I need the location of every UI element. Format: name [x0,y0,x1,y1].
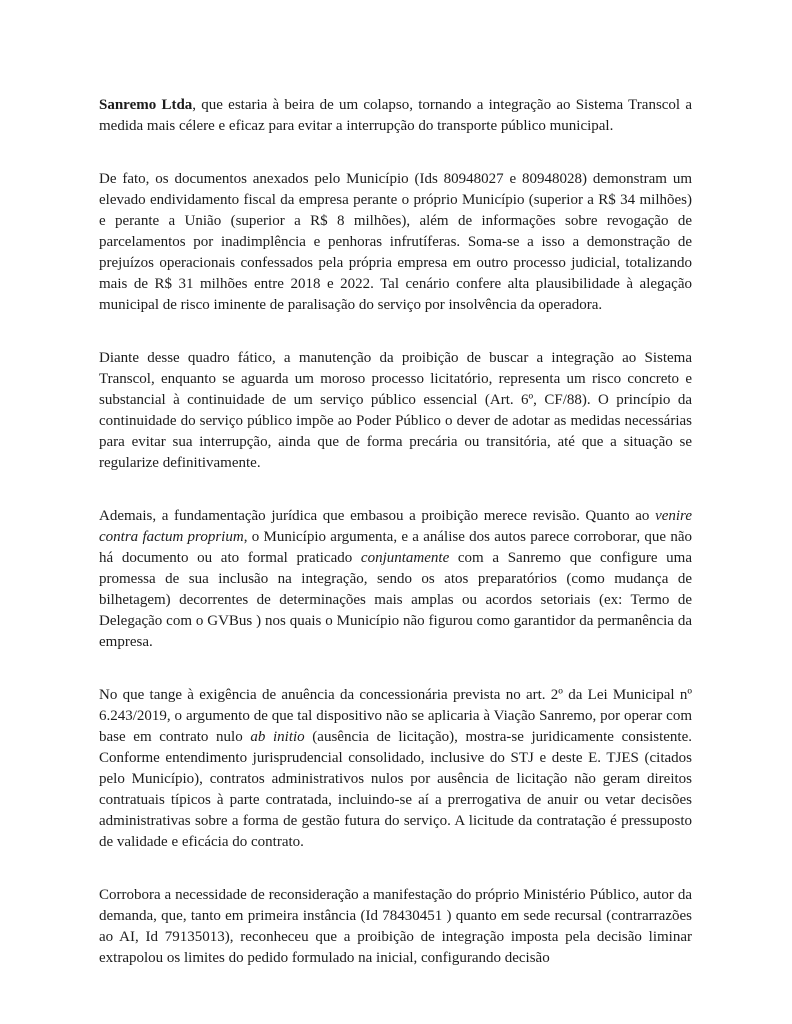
text-run: No que tange à exigência de anuência da concessionária prevista no art. 2º da Lei Municipal nº 6.243/2019, o argumento de que tal dispositivo não se aplicaria à Viação Sanremo, por operar com base em contrato nulo [99,687,692,745]
text-run: De fato, os documentos anexados pelo Município (Ids 80948027 e 80948028) demonstram um elevado endividamento fiscal da empresa perante o próprio Município (superior a R$ 34 milhões) e perante a União (superior a R$ 8 milhões), além de informações sobre revogação de parcelamentos por inadimplência e penhoras infrutíferas. Soma-se a isso a demonstração de prejuízos operacionais confessados pela própria empresa em outro processo judicial, totalizando mais de R$ 31 milhões entre 2018 e 2022. Tal cenário confere alta plausibilidade à alegação municipal de risco iminente de paralisação do serviço por insolvência da operadora. [99,171,692,313]
paragraph-venire-contra-factum [99,506,692,653]
text-run: (ausência de licitação), mostra-se juridicamente consistente. Conforme entendimento jurisprudencial consolidado, inclusive do STJ e deste E. TJES (citados pelo Município), contratos administrativos nulos por ausência de licitação não geram direitos contratuais típicos à parte contratada, incluindo-se aí a prerrogativa de anuir ou vetar decisões administrativas sobre a forma de gestão futura do serviço. A licitude da contratação é pressuposto de validade e eficácia do contrato. [99,729,692,850]
text-run: Diante desse quadro fático, a manutenção da proibição de buscar a integração ao Sistema Transcol, enquanto se aguarda um moroso processo licitatório, representa um risco concreto e substancial à continuidade de um serviço público essencial (Art. 6º, CF/88). O princípio da continuidade do serviço público impõe ao Poder Público o dever de adotar as medidas necessárias para evitar sua interrupção, ainda que de forma precária ou transitória, até que a situação se regularize definitivamente. [99,350,692,471]
paragraph-sanremo-colapso [99,95,692,137]
text-run: Corrobora a necessidade de reconsideração a manifestação do próprio Ministério Público, autor da demanda, que, tanto em primeira instância (Id 78430451 ) quanto em sede recursal (contrarrazões ao AI, Id 79135013), reconheceu que a proibição de integração imposta pela decisão liminar extrapolou os limites do pedido formulado na inicial, configurando decisão [99,887,692,966]
paragraph-endividamento-fiscal [99,169,692,316]
paragraph-ministerio-publico [99,885,692,969]
paragraph-lei-municipal [99,685,692,853]
text-run: venire contra factum proprium [99,508,692,545]
text-run: conjuntamente [360,550,450,566]
text-run: Sanremo Ltda [99,97,193,113]
document-body [99,95,692,969]
text-run: , o Município argumenta, e a análise dos autos parece corroborar, que não há documento ou ato formal praticado [99,529,692,566]
text-run: com a Sanremo que configure uma promessa de sua inclusão na integração, sendo os atos preparatórios (como mudança de bilhetagem) decorrentes de determinações mais amplas ou acordos setoriais (ex: Termo de Delegação com o GVBus ) nos quais o Município não figurou como garantidor da permanência da empresa. [99,550,692,650]
text-run: , que estaria à beira de um colapso, tornando a integração ao Sistema Transcol a medida mais célere e eficaz para evitar a interrupção do transporte público municipal. [99,97,692,134]
text-run: Ademais, a fundamentação jurídica que embasou a proibição merece revisão. Quanto ao [99,508,656,524]
paragraph-continuidade-servico [99,348,692,474]
text-run: ab initio [250,729,305,745]
